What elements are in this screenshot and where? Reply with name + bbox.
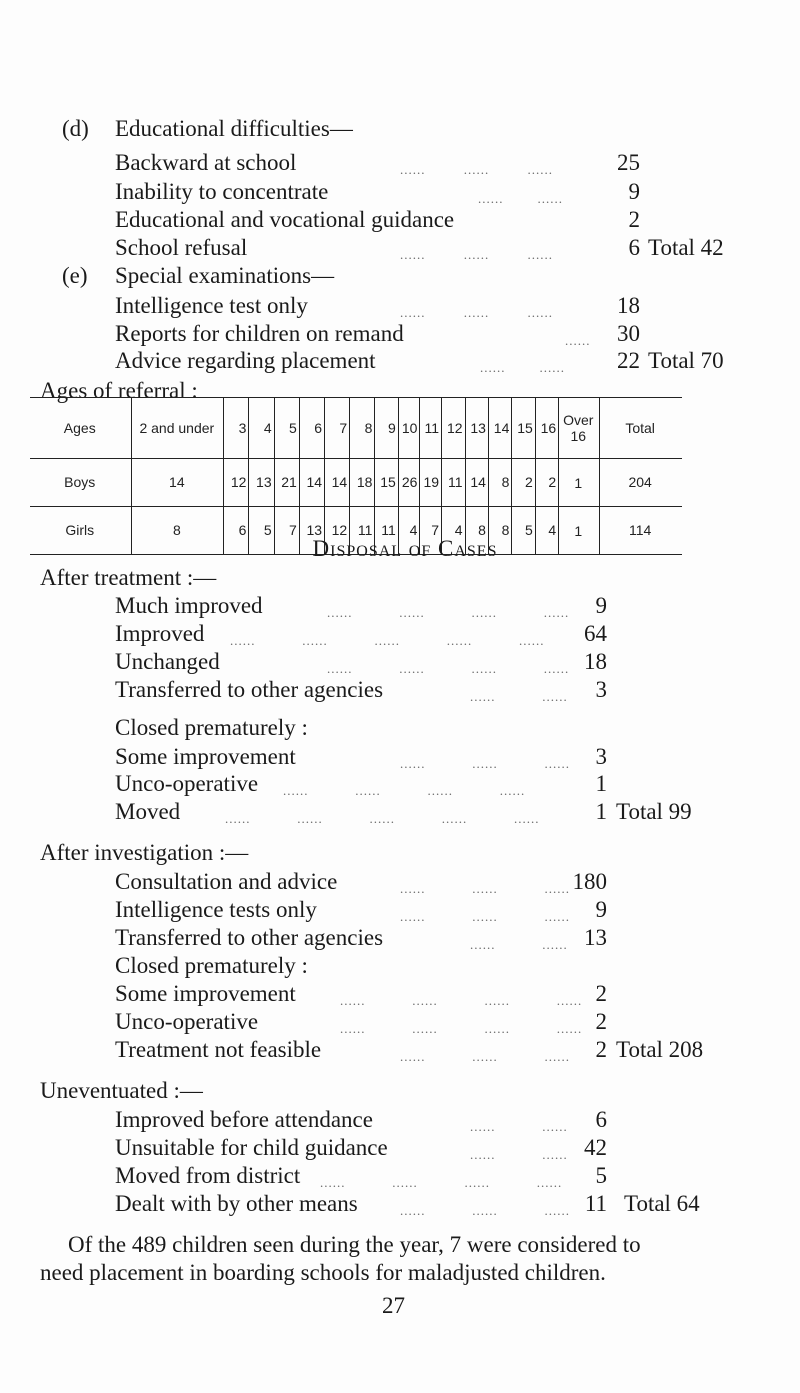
leader-dots: ...... ...... ...... bbox=[400, 1049, 570, 1064]
column-header: 16 bbox=[535, 398, 558, 459]
table-cell: 14 bbox=[132, 459, 224, 507]
leader-dots: ...... ...... ...... bbox=[400, 247, 553, 262]
section-total: Total 64 bbox=[624, 1191, 700, 1216]
section-total: Total 70 bbox=[648, 348, 724, 373]
table-row bbox=[30, 459, 682, 507]
section-e-marker: (e) bbox=[62, 263, 88, 288]
list-item-label: Some improvement bbox=[115, 981, 296, 1006]
list-item-value: 9 bbox=[595, 897, 607, 922]
table-cell: 6 bbox=[224, 507, 249, 555]
table-cell: 14 bbox=[465, 459, 488, 507]
list-item-value: 64 bbox=[584, 621, 607, 646]
page-number: 27 bbox=[382, 1293, 405, 1318]
leader-dots: ...... ...... bbox=[470, 689, 568, 704]
list-item-label: Moved from district bbox=[115, 1163, 301, 1188]
closed-prematurely-heading: Closed prematurely : bbox=[115, 953, 308, 978]
leader-dots: ...... ...... ...... bbox=[400, 756, 570, 771]
leader-dots: ...... ...... ...... ...... ...... bbox=[225, 811, 540, 826]
leader-dots: ...... ...... bbox=[478, 191, 563, 206]
section-e-heading: Special examinations— bbox=[115, 263, 335, 288]
list-item-value: 22 bbox=[617, 348, 640, 373]
table-cell: 1 bbox=[559, 459, 600, 507]
section-total: Total 208 bbox=[616, 1037, 704, 1062]
list-item-label: Consultation and advice bbox=[115, 869, 338, 894]
list-item-label: Advice regarding placement bbox=[115, 348, 376, 373]
table-cell: 7 bbox=[420, 507, 442, 555]
leader-dots: ...... ...... bbox=[470, 1119, 568, 1134]
list-item-label: Transferred to other agencies bbox=[115, 677, 384, 702]
row-label: Girls bbox=[30, 507, 132, 555]
leader-dots: ...... ...... bbox=[470, 937, 568, 952]
table-cell: 8 bbox=[488, 507, 511, 555]
list-item-label: Backward at school bbox=[115, 150, 297, 175]
table-cell: 11 bbox=[375, 507, 398, 555]
leader-dots: ...... ...... ...... ...... bbox=[327, 661, 570, 676]
uneventuated-heading: Uneventuated :— bbox=[40, 1078, 203, 1103]
column-header: 7 bbox=[325, 398, 350, 459]
closing-paragraph-line: Of the 489 children seen during the year, 7 were considered to bbox=[68, 1232, 641, 1257]
table-cell: 14 bbox=[299, 459, 324, 507]
leader-dots: ...... ...... ...... bbox=[400, 305, 553, 320]
table-cell: 114 bbox=[600, 507, 682, 555]
table-cell: 5 bbox=[512, 507, 535, 555]
list-item-label: Improved bbox=[115, 621, 205, 646]
after-treatment-heading: After treatment :— bbox=[40, 565, 217, 590]
column-header: Over 16 bbox=[559, 398, 600, 459]
table-cell: 12 bbox=[325, 507, 350, 555]
section-d-heading: Educational difficulties— bbox=[115, 116, 353, 141]
leader-dots: ...... ...... bbox=[480, 360, 565, 375]
table-cell: 2 bbox=[535, 459, 558, 507]
column-header: 5 bbox=[274, 398, 299, 459]
list-item-label: Moved bbox=[115, 799, 181, 824]
list-item-value: 3 bbox=[595, 677, 607, 702]
table-cell: 13 bbox=[249, 459, 274, 507]
closed-prematurely-heading: Closed prematurely : bbox=[115, 715, 308, 740]
list-item-label: School refusal bbox=[115, 235, 248, 260]
list-item-label: Treatment not feasible bbox=[115, 1037, 322, 1062]
table-cell: 12 bbox=[224, 459, 249, 507]
column-header: 8 bbox=[350, 398, 375, 459]
section-d-marker: (d) bbox=[62, 116, 89, 141]
row-label: Boys bbox=[30, 459, 132, 507]
leader-dots: ...... ...... ...... ...... bbox=[320, 1175, 563, 1190]
list-item-value: 180 bbox=[572, 869, 607, 894]
table-cell: 204 bbox=[600, 459, 682, 507]
table-cell: 7 bbox=[274, 507, 299, 555]
table-cell: 8 bbox=[465, 507, 488, 555]
table-cell: 21 bbox=[274, 459, 299, 507]
list-item-value: 2 bbox=[595, 981, 607, 1006]
list-item-label: Reports for children on remand bbox=[115, 321, 404, 346]
table-cell: 5 bbox=[249, 507, 274, 555]
list-item-value: 9 bbox=[628, 179, 640, 204]
column-header: 2 and under bbox=[132, 398, 224, 459]
list-item-label: Some improvement bbox=[115, 744, 296, 769]
table-cell: 11 bbox=[350, 507, 375, 555]
list-item-value: 2 bbox=[628, 207, 640, 232]
list-item-label: Much improved bbox=[115, 593, 263, 618]
table-cell: 26 bbox=[398, 459, 420, 507]
table-cell: 14 bbox=[325, 459, 350, 507]
list-item-value: 6 bbox=[595, 1107, 607, 1132]
leader-dots: ...... ...... ...... ...... bbox=[327, 605, 570, 620]
list-item-value: 11 bbox=[584, 1191, 607, 1216]
table-cell: 8 bbox=[132, 507, 224, 555]
table-cell: 4 bbox=[442, 507, 465, 555]
list-item-label: Unco-operative bbox=[115, 771, 259, 796]
list-item-value: 9 bbox=[595, 593, 607, 618]
list-item-value: 42 bbox=[584, 1135, 607, 1160]
table-cell: 15 bbox=[375, 459, 398, 507]
list-item-value: 1 bbox=[595, 771, 607, 796]
leader-dots: ...... ...... ...... ...... ...... bbox=[230, 633, 545, 648]
list-item-label: Transferred to other agencies bbox=[115, 925, 384, 950]
list-item-value: 25 bbox=[617, 150, 640, 175]
column-header: Total bbox=[600, 398, 682, 459]
section-total: Total 99 bbox=[616, 799, 692, 824]
column-header: 3 bbox=[224, 398, 249, 459]
column-header: 14 bbox=[488, 398, 511, 459]
list-item-value: 3 bbox=[595, 744, 607, 769]
ages-of-referral-table bbox=[30, 397, 682, 555]
table-cell: 13 bbox=[299, 507, 324, 555]
list-item-value: 1 bbox=[595, 799, 607, 824]
list-item-label: Inability to concentrate bbox=[115, 179, 329, 204]
list-item-value: 6 bbox=[628, 235, 640, 260]
leader-dots: ...... ...... ...... ...... bbox=[340, 993, 583, 1008]
column-header: 13 bbox=[465, 398, 488, 459]
list-item-value: 2 bbox=[595, 1037, 607, 1062]
column-header: 4 bbox=[249, 398, 274, 459]
table-cell: 8 bbox=[488, 459, 511, 507]
list-item-value: 5 bbox=[595, 1163, 607, 1188]
column-header: 6 bbox=[299, 398, 324, 459]
list-item-value: 30 bbox=[617, 321, 640, 346]
list-item-value: 2 bbox=[595, 1009, 607, 1034]
list-item-label: Dealt with by other means bbox=[115, 1191, 358, 1216]
leader-dots: ...... ...... ...... bbox=[400, 909, 570, 924]
leader-dots: ...... ...... ...... bbox=[400, 1203, 570, 1218]
table-cell: 11 bbox=[442, 459, 465, 507]
list-item-label: Improved before attendance bbox=[115, 1107, 373, 1132]
table-cell: 4 bbox=[535, 507, 558, 555]
list-item-value: 13 bbox=[584, 925, 607, 950]
ages-heading: Ages of referral : bbox=[40, 378, 198, 403]
section-total: Total 42 bbox=[648, 235, 724, 260]
list-item-label: Unco-operative bbox=[115, 1009, 259, 1034]
table-cell: 18 bbox=[350, 459, 375, 507]
leader-dots: ...... ...... bbox=[470, 1147, 568, 1162]
table-cell: 2 bbox=[512, 459, 535, 507]
column-header: 12 bbox=[442, 398, 465, 459]
leader-dots: ...... ...... ...... bbox=[400, 162, 553, 177]
leader-dots: ...... ...... ...... ...... bbox=[340, 1021, 583, 1036]
column-header: 9 bbox=[375, 398, 398, 459]
closing-paragraph-line: need placement in boarding schools for maladjusted children. bbox=[40, 1260, 606, 1285]
column-header: 10 bbox=[398, 398, 420, 459]
list-item-label: Educational and vocational guidance bbox=[115, 207, 455, 232]
list-item-label: Intelligence test only bbox=[115, 293, 308, 318]
list-item-label: Unchanged bbox=[115, 649, 220, 674]
table-cell: 4 bbox=[398, 507, 420, 555]
disposal-title: Disposal of Cases bbox=[312, 536, 498, 561]
column-header: 11 bbox=[420, 398, 442, 459]
leader-dots: ...... ...... ...... ...... bbox=[283, 783, 526, 798]
column-header: Ages bbox=[30, 398, 132, 459]
table-cell: 1 bbox=[559, 507, 600, 555]
list-item-value: 18 bbox=[617, 293, 640, 318]
list-item-label: Intelligence tests only bbox=[115, 897, 317, 922]
after-investigation-heading: After investigation :— bbox=[40, 840, 249, 865]
table-cell: 19 bbox=[420, 459, 442, 507]
leader-dots: ...... bbox=[565, 333, 591, 348]
list-item-label: Unsuitable for child guidance bbox=[115, 1135, 388, 1160]
leader-dots: ...... ...... ...... bbox=[400, 881, 570, 896]
column-header: 15 bbox=[512, 398, 535, 459]
table-header-row bbox=[30, 398, 682, 459]
list-item-value: 18 bbox=[584, 649, 607, 674]
